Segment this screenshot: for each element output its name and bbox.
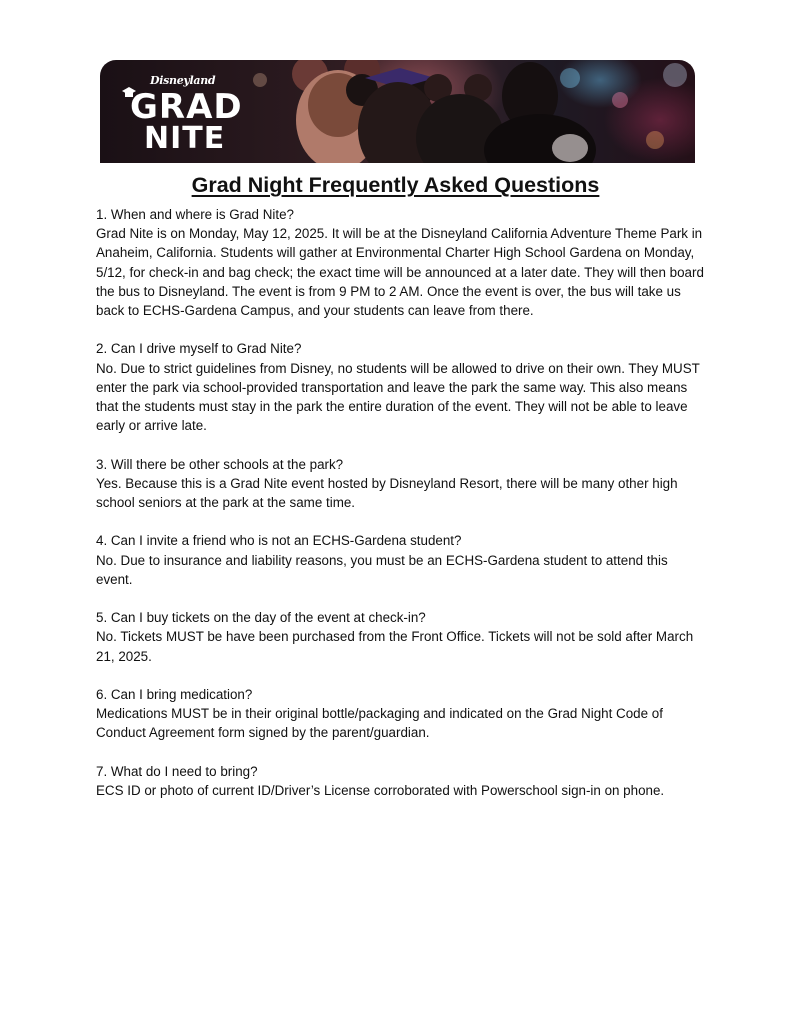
faq-answer: Yes. Because this is a Grad Nite event hosted by Disneyland Resort, there will be many other high school seniors at the park at the same time.	[96, 475, 678, 511]
logo-grad-text: GRAD	[130, 87, 243, 127]
faq-item	[96, 608, 706, 666]
faq-answer: No. Due to strict guidelines from Disney, no students will be allowed to drive on their own. They MUST enter the park via school-provided transportation and leave the park the same way. This also means that the students must stay in the park the entire duration of the event. They will not be able to leave early or arrive late.	[96, 360, 700, 434]
faq-question: 4. Can I invite a friend who is not an ECHS-Gardena student?	[96, 533, 462, 549]
faq-answer: ECS ID or photo of current ID/Driver’s License corroborated with Powerschool sign-in on phone.	[96, 783, 665, 798]
grad-nite-logo	[114, 70, 244, 158]
faq-question: 7. What do I need to bring?	[96, 763, 258, 779]
faq-answer: Medications MUST be in their original bottle/packaging and indicated on the Grad Night Code of Conduct Agreement form signed by the parent/guardian.	[96, 706, 663, 741]
faq-item	[96, 685, 706, 743]
faq-question: 2. Can I drive myself to Grad Nite?	[96, 341, 302, 357]
faq-item	[96, 455, 706, 513]
faq-question: 5. Can I buy tickets on the day of the event at check-in?	[96, 610, 426, 626]
faq-item	[96, 762, 706, 800]
logo-nite-text: NITE	[144, 121, 226, 156]
grad-nite-banner	[100, 60, 695, 163]
faq-item	[96, 205, 706, 320]
faq-question: 1. When and where is Grad Nite?	[96, 207, 294, 222]
faq-list	[96, 205, 706, 819]
faq-question: 6. Can I bring medication?	[96, 687, 253, 702]
faq-answer: No. Tickets MUST be have been purchased from the Front Office. Tickets will not be sold after March 21, 2025.	[96, 629, 694, 664]
page-title: Grad Night Frequently Asked Questions	[191, 173, 600, 197]
disneyland-wordmark: Disneyland	[150, 74, 216, 87]
faq-answer: No. Due to insurance and liability reasons, you must be an ECHS-Gardena student to attend this event.	[96, 552, 668, 587]
faq-item	[96, 339, 706, 435]
faq-answer: Grad Nite is on Monday, May 12, 2025. It will be at the Disneyland California Adventure Theme Park in Anaheim, California. Students will gather at Environmental Charter High School Gardena on Monday, 5/12, for check-in and bag check; the exact time will be announced at a later date. They will then board the bus to Disneyland. The event is from 9 PM to 2 AM. Once the event is over, the bus will take us back to ECHS-Gardena Campus, and your students can leave from there.	[96, 226, 704, 319]
faq-question: 3. Will there be other schools at the park?	[96, 456, 344, 472]
faq-item	[96, 531, 706, 589]
